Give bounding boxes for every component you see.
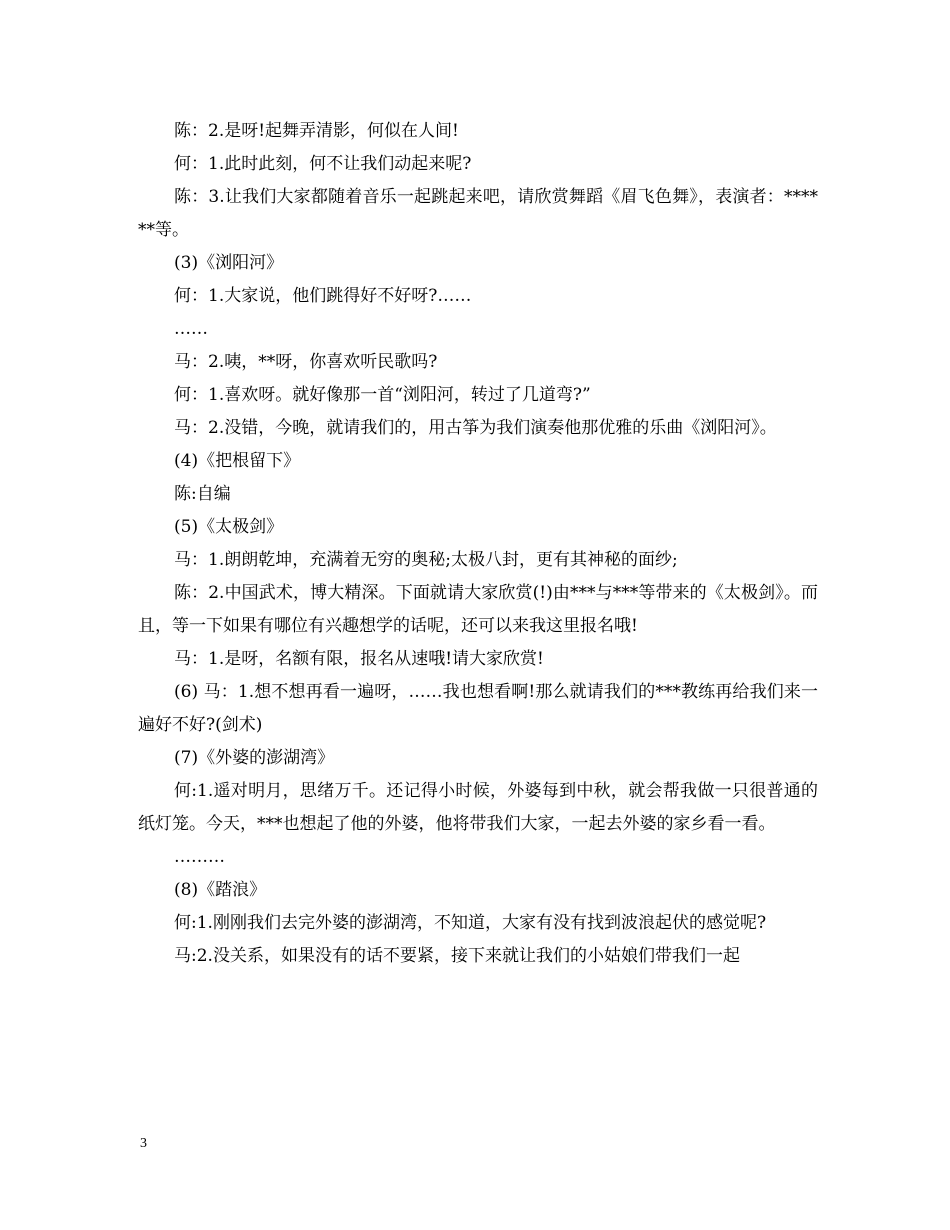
ellipsis-line: ……… xyxy=(174,847,225,867)
section-heading: (8)《踏浪》 xyxy=(174,880,267,900)
ellipsis-line: …… xyxy=(174,319,208,339)
paragraph: (6) 马：1.想不想再看一遍呀，……我也想看啊!那么就请我们的***教练再给我们来一遍好不好?(剑术) xyxy=(138,682,818,735)
section-heading: (5)《太极剑》 xyxy=(174,517,284,537)
paragraph: 何：1.大家说，他们跳得好不好呀?…… xyxy=(174,286,472,306)
section-heading: (4)《把根留下》 xyxy=(174,451,301,471)
paragraph: 何:1.遥对明月，思绪万千。还记得小时候，外婆每到中秋，就会帮我做一只很普通的纸灯笼。今天，***也想起了他的外婆，他将带我们大家，一起去外婆的家乡看一看。 xyxy=(138,781,818,834)
paragraph: 何：1.喜欢呀。就好像那一首“浏阳河，转过了几道弯?” xyxy=(174,385,591,405)
paragraph: 陈:自编 xyxy=(174,484,231,504)
section-heading: (7)《外婆的澎湖湾》 xyxy=(174,748,335,768)
paragraph: 马:2.没关系，如果没有的话不要紧，接下来就让我们的小姑娘们带我们一起 xyxy=(174,946,740,966)
paragraph: 陈：2.中国武术，博大精深。下面就请大家欣赏(!)由***与***等带来的《太极剑》。而且，等一下如果有哪位有兴趣想学的话呢，还可以来我这里报名哦! xyxy=(138,583,818,636)
document-body xyxy=(138,115,818,973)
paragraph: 陈：3.让我们大家都随着音乐一起跳起来吧，请欣赏舞蹈《眉飞色舞》，表演者：******等。 xyxy=(138,187,818,240)
section-heading: (3)《浏阳河》 xyxy=(174,253,284,273)
paragraph: 何：1.此时此刻，何不让我们动起来呢? xyxy=(174,154,472,174)
paragraph: 马：2.咦，**呀，你喜欢听民歌吗? xyxy=(174,352,438,372)
paragraph: 何:1.刚刚我们去完外婆的澎湖湾，不知道，大家有没有找到波浪起伏的感觉呢? xyxy=(174,913,767,933)
paragraph: 马：1.是呀，名额有限，报名从速哦!请大家欣赏! xyxy=(174,649,544,669)
paragraph: 陈：2.是呀!起舞弄清影，何似在人间! xyxy=(174,121,459,141)
page-number: 3 xyxy=(140,1136,147,1151)
paragraph: 马：1.朗朗乾坤，充满着无穷的奥秘;太极八封，更有其神秘的面纱; xyxy=(174,550,678,570)
paragraph: 马：2.没错，今晚，就请我们的，用古筝为我们演奏他那优雅的乐曲《浏阳河》。 xyxy=(174,418,777,438)
